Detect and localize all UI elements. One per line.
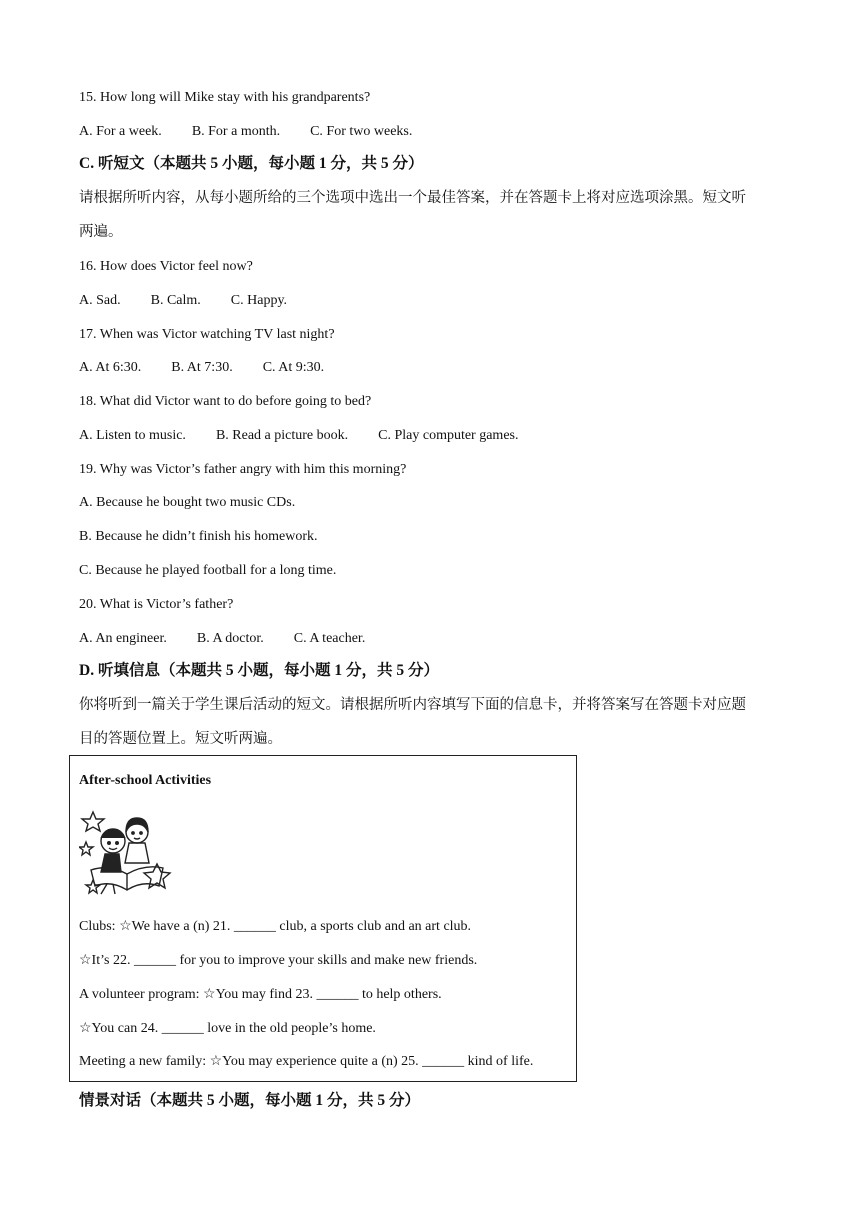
q16-options xyxy=(79,292,317,310)
q18-question: 18. What did Victor want to do before going to bed? xyxy=(79,394,372,409)
q16-question: 16. How does Victor feel now? xyxy=(79,259,253,274)
q17-option-b: B. At 7:30. xyxy=(171,360,233,375)
q17-options xyxy=(79,359,354,377)
q16-option-a: A. Sad. xyxy=(79,293,121,308)
q18-option-b: B. Read a picture book. xyxy=(215,428,349,443)
q18-option-c: C. Play computer games. xyxy=(378,428,519,443)
q16-option-b: B. Calm. xyxy=(150,293,201,308)
card-line-21: Clubs: ☆We have a (n) 21. ______ club, a sports club and an art club. xyxy=(79,919,472,934)
q18-options xyxy=(79,427,549,445)
q20-option-b: B. A doctor. xyxy=(196,631,264,646)
section-d-title: D. 听填信息（本题共 5 小题，每小题 1 分，共 5 分） xyxy=(79,662,439,679)
q20-question: 20. What is Victor’s father? xyxy=(79,597,234,612)
section-d-instruction-2: 目的答题位置上。短文听两遍。 xyxy=(79,731,282,747)
section-c-instruction-1: 请根据所听内容，从每小题所给的三个选项中选出一个最佳答案，并在答题卡上将对应选项涂黑。短文听 xyxy=(79,190,746,206)
section-d-instruction-1: 你将听到一篇关于学生课后活动的短文。请根据所听内容填写下面的信息卡，并将答案写在答题卡对应题 xyxy=(79,697,746,713)
q19-question: 19. Why was Victor’s father angry with him this morning? xyxy=(79,462,407,477)
card-line-22: ☆It’s 22. ______ for you to improve your skills and make new friends. xyxy=(79,953,478,968)
card-line-25: Meeting a new family: ☆You may experience quite a (n) 25. ______ kind of life. xyxy=(79,1054,534,1069)
q15-option-b: B. For a month. xyxy=(191,124,281,139)
q17-option-c: C. At 9:30. xyxy=(262,360,325,375)
star-top-left xyxy=(82,812,104,831)
section-c-instruction-2: 两遍。 xyxy=(79,224,123,240)
q20-option-c: C. A teacher. xyxy=(293,631,366,646)
q19-option-b: B. Because he didn’t finish his homework. xyxy=(79,529,318,544)
q20-options xyxy=(79,630,395,648)
q19-option-c: C. Because he played football for a long time. xyxy=(79,563,337,578)
q20-option-a: A. An engineer. xyxy=(79,631,167,646)
q17-option-a: A. At 6:30. xyxy=(79,360,142,375)
star-left xyxy=(79,842,93,855)
q17-question: 17. When was Victor watching TV last night? xyxy=(79,327,335,342)
girl-hair xyxy=(126,818,148,832)
children-reading-illustration xyxy=(79,808,173,898)
q15-option-c: C. For two weeks. xyxy=(310,124,413,139)
card-line-24: ☆You can 24. ______ love in the old people’s home. xyxy=(79,1021,376,1036)
girl-body xyxy=(125,843,149,863)
star-bottom-left xyxy=(86,880,100,893)
q15-options xyxy=(79,123,442,141)
q15-question: 15. How long will Mike stay with his grandparents? xyxy=(79,90,371,105)
card-line-23: A volunteer program: ☆You may find 23. ______ to help others. xyxy=(79,987,442,1002)
q16-option-c: C. Happy. xyxy=(230,293,288,308)
info-card xyxy=(69,755,577,1082)
boy-hair xyxy=(101,830,125,838)
section-e-title: 情景对话（本题共 5 小题，每小题 1 分，共 5 分） xyxy=(79,1092,421,1109)
section-c-title: C. 听短文（本题共 5 小题，每小题 1 分，共 5 分） xyxy=(79,155,424,172)
q15-option-a: A. For a week. xyxy=(79,124,162,139)
q18-option-a: A. Listen to music. xyxy=(79,428,186,443)
info-card-title: After-school Activities xyxy=(79,773,212,788)
q19-option-a: A. Because he bought two music CDs. xyxy=(79,495,296,510)
